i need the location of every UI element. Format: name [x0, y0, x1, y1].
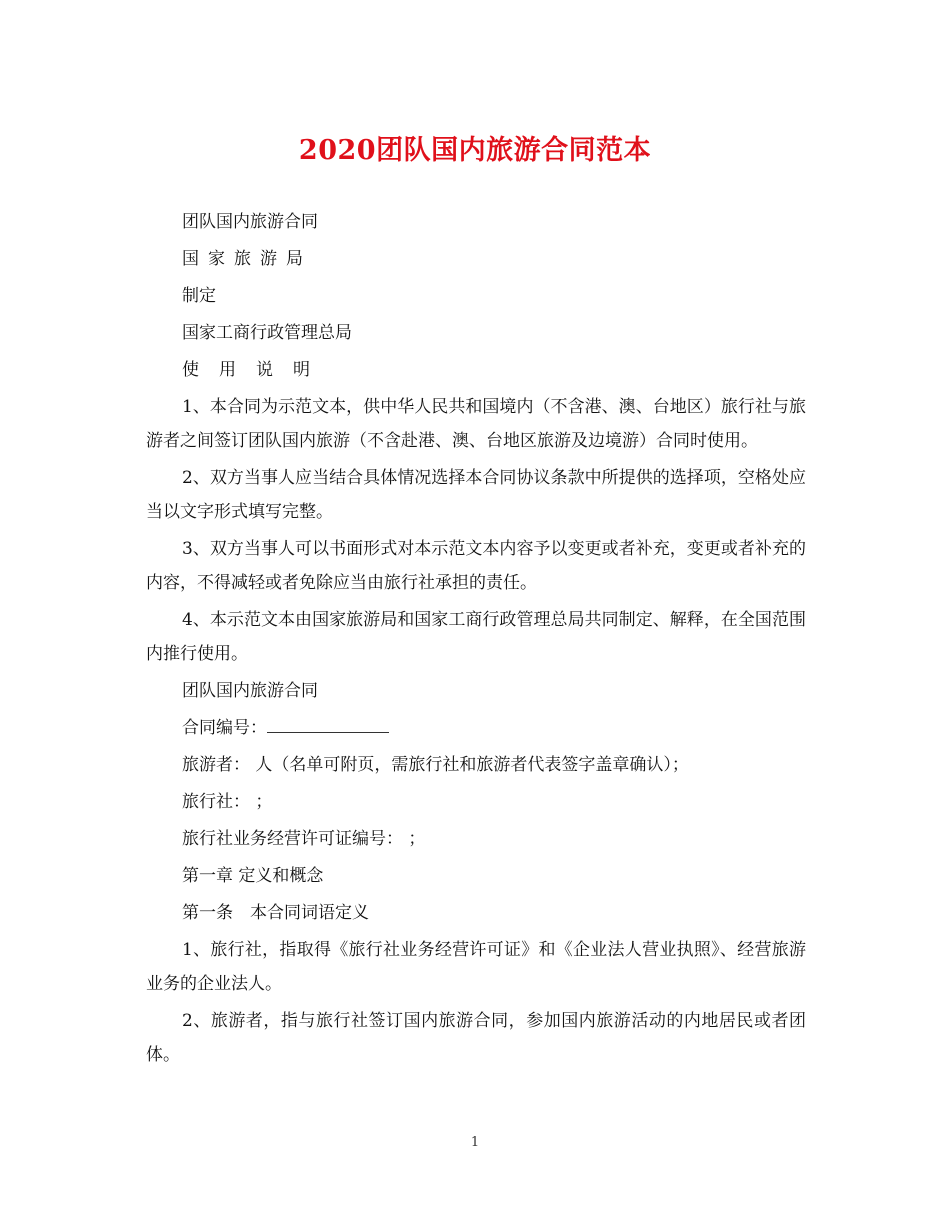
paragraph-instruction-4: 4、本示范文本由国家旅游局和国家工商行政管理总局共同制定、解释，在全国范围内推行使用。 [146, 610, 806, 664]
page-number: 1 [470, 1135, 480, 1150]
paragraph-issuer-admin: 国家工商行政管理总局 [182, 323, 352, 343]
document-body [146, 205, 806, 1075]
paragraph-instruction-2: 2、双方当事人应当结合具体情况选择本合同协议条款中所提供的选择项，空格处应当以文字形式填写完整。 [146, 468, 806, 522]
paragraph-contract-number [146, 711, 806, 745]
paragraph-instruction-3: 3、双方当事人可以书面形式对本示范文本内容予以变更或者补充，变更或者补充的内容，不得减轻或者免除应当由旅行社承担的责任。 [146, 539, 806, 593]
document-title: 2020团队国内旅游合同范本 [298, 135, 652, 166]
contract-number-blank [267, 712, 389, 733]
paragraph-made-by: 制定 [182, 286, 216, 306]
paragraph-article-1: 第一条 本合同词语定义 [182, 903, 369, 923]
contract-number-label: 合同编号： [182, 718, 267, 738]
paragraph-contract-name: 团队国内旅游合同 [182, 212, 318, 232]
paragraph-issuer-tourism: 国家旅游局 [182, 249, 312, 269]
paragraph-definition-1: 1、旅行社，指取得《旅行社业务经营许可证》和《企业法人营业执照》、经营旅游业务的企业法人。 [146, 940, 806, 994]
paragraph-instruction-1: 1、本合同为示范文本，供中华人民共和国境内（不含港、澳、台地区）旅行社与旅游者之间签订团队国内旅游（不含赴港、澳、台地区旅游及边境游）合同时使用。 [146, 397, 806, 451]
paragraph-license-number: 旅行社业务经营许可证编号： ； [182, 829, 426, 849]
paragraph-travel-agency: 旅行社： ； [182, 792, 273, 812]
paragraph-definition-2: 2、旅游者，指与旅行社签订国内旅游合同，参加国内旅游活动的内地居民或者团体。 [146, 1011, 806, 1065]
paragraph-tourist: 旅游者： 人（名单可附页，需旅行社和旅游者代表签字盖章确认）； [182, 755, 689, 775]
paragraph-chapter-1: 第一章 定义和概念 [182, 866, 324, 886]
paragraph-instructions-heading: 使用说明 [182, 360, 330, 380]
paragraph-contract-title: 团队国内旅游合同 [182, 681, 318, 701]
